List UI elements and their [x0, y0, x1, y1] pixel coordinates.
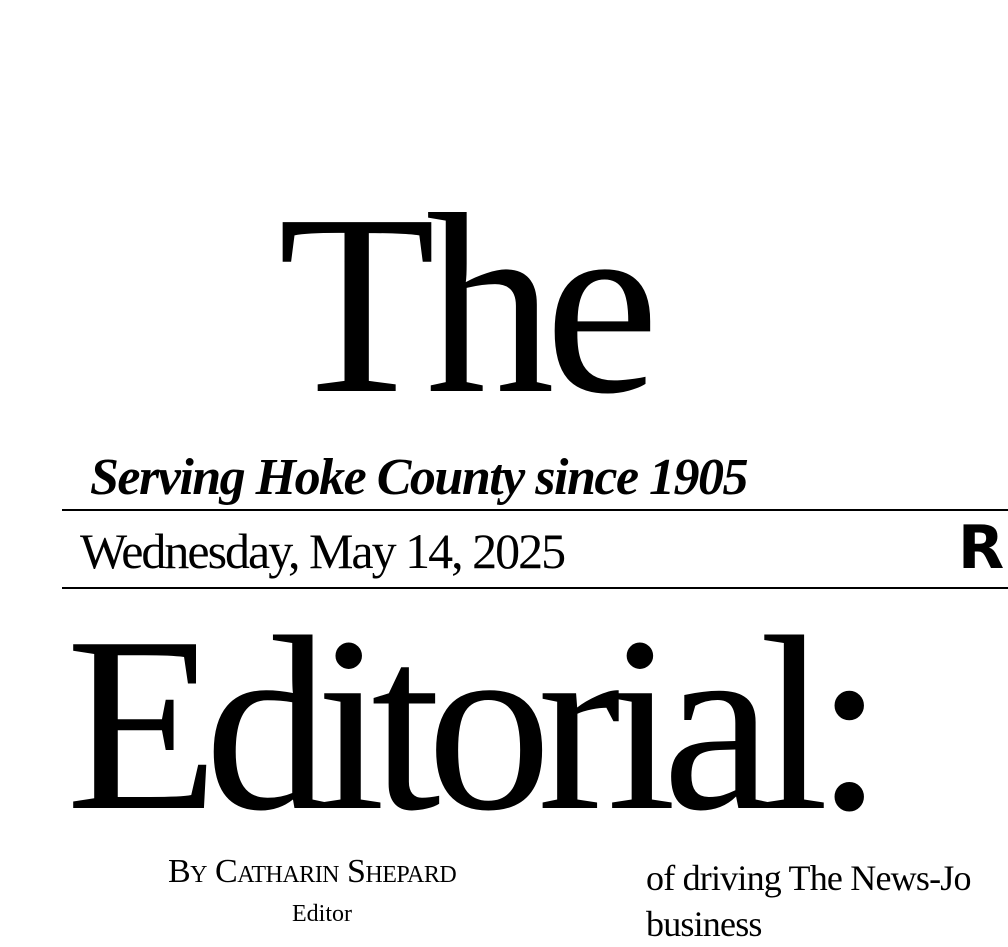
article-body-line: business: [646, 904, 762, 944]
article-body-line: of driving The News-Jo: [646, 858, 971, 898]
article-byline: By Catharin Shepard: [168, 853, 457, 890]
article-headline: Editorial:: [66, 586, 871, 863]
dateline-right-fragment: R: [958, 513, 1005, 583]
dateline-date: Wednesday, May 14, 2025: [80, 523, 565, 579]
masthead-tagline: Serving Hoke County since 1905: [90, 449, 748, 506]
dateline-top-rule: [62, 509, 1008, 511]
article-body-column: [646, 855, 1008, 947]
masthead-title: The: [278, 161, 650, 447]
article-byline-role: Editor: [292, 901, 352, 927]
